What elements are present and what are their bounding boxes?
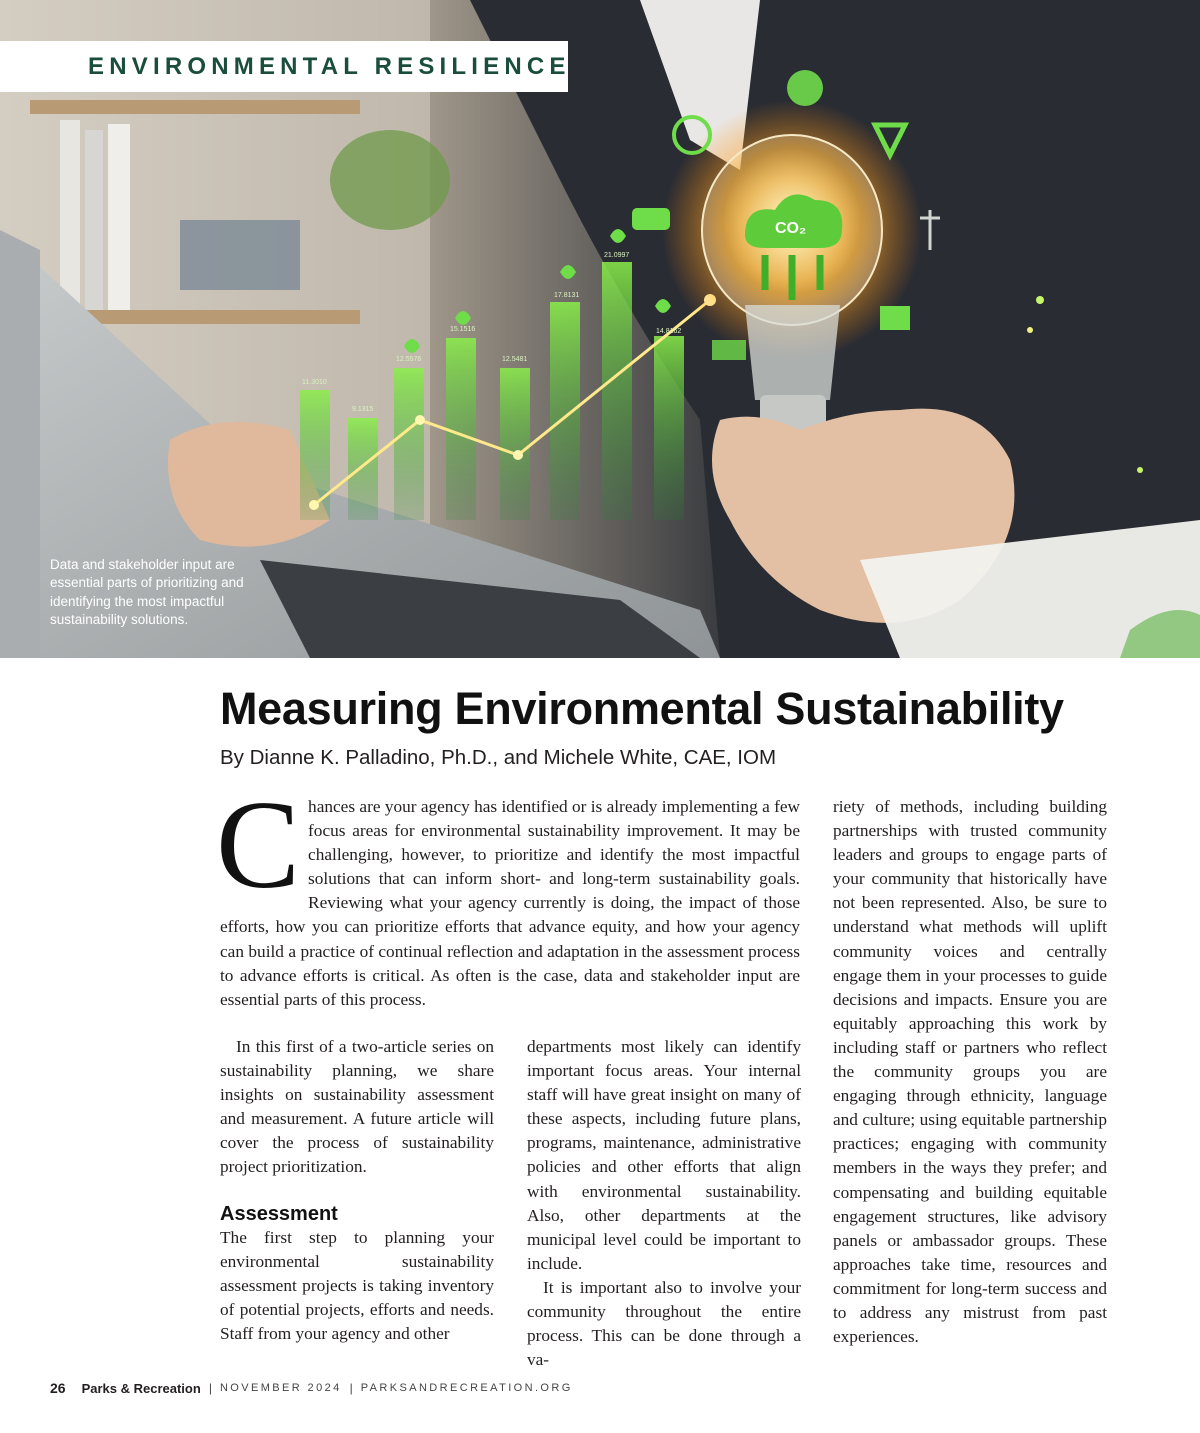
section-tag [0,41,571,92]
chart-bar-label: 14.8162 [656,328,682,335]
issue-date: NOVEMBER 2024 [219,1382,342,1394]
section-heading: Assessment [220,1202,338,1225]
hero-image [0,0,1200,658]
chart-bar-label: 9.1315 [352,406,374,413]
co2-label: CO₂ [775,220,807,237]
chart-bar-label: 12.5576 [396,356,422,363]
photo-caption: Data and stakeholder input are essential parts of prioritizing and identifying the most impactful sustainability solutions. [50,557,244,628]
chart-bar-label: 15.1516 [450,326,476,333]
page-footer [50,1380,573,1396]
body-paragraph: The first step to planning your environmental sustainability assessment projects is taking inventory of potential projects, efforts and needs. Staff from your agency and other [220,1227,494,1343]
footer-separator: | [208,1381,212,1395]
drop-cap: C [216,776,301,915]
column-middle [527,1035,801,1372]
body-paragraph: departments most likely can identify important focus areas. Your internal staff will have great insight on many of these aspects, including future plans, programs, maintenance, administrative policies and other efforts that align with environmental sustainability. Also, other departments at the municipal level could be important to include. [527,1037,801,1273]
footer-separator: | [349,1381,353,1395]
intro-paragraph [216,776,800,1012]
column-left [220,1035,494,1346]
website-url: PARKSANDRECREATION.ORG [360,1382,573,1394]
magazine-name: Parks & Recreation [81,1380,201,1396]
article-byline: By Dianne K. Palladino, Ph.D., and Michele White, CAE, IOM [220,746,777,769]
article-title: Measuring Environmental Sustainability [220,683,1064,734]
intro-text: hances are your agency has identified or is already implementing a few focus areas for environmental sustainability improvement. It may be challenging, however, to prioritize and identify the most impactful solutions that can inform short- and long-term sustainability goals. Reviewing what your agency currently is doing, the impact of those efforts, how you can prioritize efforts that advance equity, and how your agency can build a practice of continual reflection and adaptation in the assessment process to advance efforts is critical. As often is the case, data and stakeholder input are essential parts of this process. [220,797,800,1009]
body-paragraph: riety of methods, including building partnerships with trusted community leaders and groups to engage parts of your community that historically have not been represented. Also, be sure to understand what methods will uplift community voices and centrally engage them in your processes to guide decisions and impacts. Ensure you are equitably approaching this work by including staff or partners who reflect the community groups you are engaging through ethnicity, language and culture; using equitable partnership practices; engaging with community members in the ways they prefer; and compensating and building equitable engagement structures, like advisory panels or ambassador groups. These approaches take time, resources and commitment for long-term success and to address any mistrust from past experiences. [833,797,1107,1347]
chart-bar-label: 11.3010 [302,379,327,386]
page-number: 26 [50,1380,66,1396]
chart-bar-label: 21.0997 [604,252,630,259]
chart-bar-label: 12.5481 [502,356,528,363]
section-tag-text: ENVIRONMENTAL RESILIENCE [88,52,571,80]
chart-bar-label: 17.8131 [554,292,580,299]
body-paragraph: In this first of a two-article series on sustainability planning, we share insights on sustainability assessment and measurement. A future article will cover the process of sustainability project prioritization. [220,1037,494,1177]
column-right [833,795,1107,1349]
body-paragraph: It is important also to involve your community throughout the entire process. This can be done through a va- [527,1277,801,1370]
